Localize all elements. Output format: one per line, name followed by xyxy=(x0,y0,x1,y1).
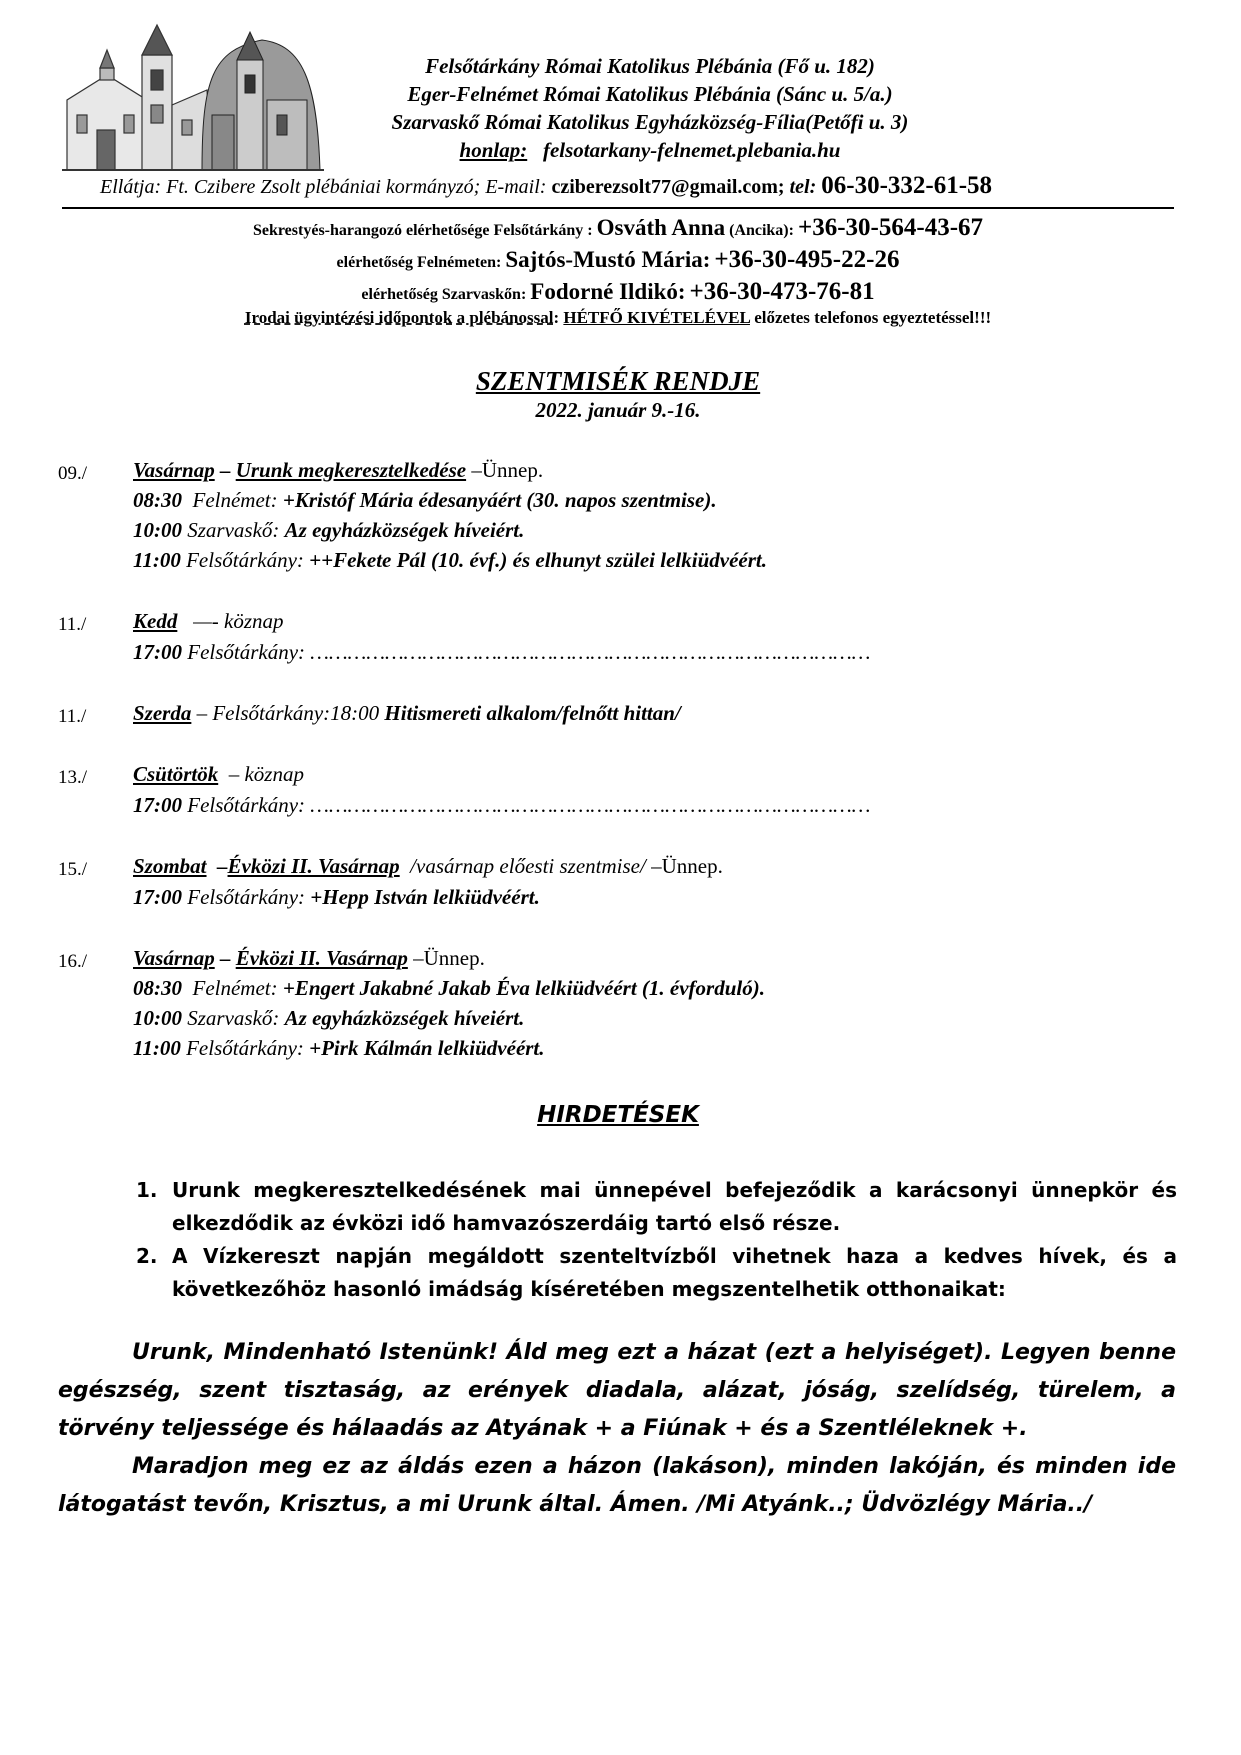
mass-entry xyxy=(133,488,717,513)
day-separator: – xyxy=(214,946,236,970)
mass-time: 08:30 xyxy=(133,488,182,512)
sacristan-nick: (Ancika): xyxy=(729,222,794,239)
office-hours xyxy=(62,308,1174,328)
mass-entry xyxy=(133,1036,545,1061)
day-number: 11./ xyxy=(58,706,87,727)
sacristan-phone: +36-30-564-43-67 xyxy=(797,214,984,241)
day-name: Vasárnap xyxy=(133,946,215,970)
mass-place: Felnémet: xyxy=(192,976,278,1000)
office-label: Irodai ügyintézési időpontok a plébánossal xyxy=(244,308,554,327)
office-note: előzetes telefonos egyeztetéssel!!! xyxy=(754,308,992,327)
mass-place: Felsőtárkány: xyxy=(186,1036,304,1060)
mass-intention: +Engert Jakabné Jakab Éva lelkiüdvéért (1. évforduló). xyxy=(282,976,765,1000)
mass-time: 10:00 xyxy=(133,1006,182,1030)
mass-entry xyxy=(133,640,870,665)
szarvasko-phone: +36-30-473-76-81 xyxy=(689,278,875,305)
feast-name: Évközi II. Vasárnap xyxy=(227,854,400,878)
sacristan-name: Osváth Anna xyxy=(596,215,726,240)
mass-entry xyxy=(133,885,540,910)
day-name: Vasárnap xyxy=(133,458,215,482)
feast-type: –Ünnep. xyxy=(645,854,723,878)
mass-time: 11:00 xyxy=(133,1036,181,1060)
felnemet-name: Sajtós-Mustó Mária: xyxy=(505,247,711,272)
schedule-dates: 2022. január 9.-16. xyxy=(535,398,701,422)
day-name: Szerda xyxy=(133,701,192,725)
day-heading xyxy=(133,946,485,971)
mass-time: 11:00 xyxy=(133,548,181,572)
day-separator: – xyxy=(211,854,228,878)
sacristan-label: Sekrestyés-harangozó elérhetősége Felsőtárkány : xyxy=(252,222,593,239)
announcement-number: 2. xyxy=(136,1244,158,1268)
felnemet-label: elérhetőség Felnémeten: xyxy=(336,254,502,271)
day-number: 16./ xyxy=(58,951,88,972)
day-number: 09./ xyxy=(58,463,88,484)
feast-note: /vasárnap előesti szentmise/ xyxy=(410,854,646,878)
mass-intention: Az egyházközségek híveiért. xyxy=(284,1006,525,1030)
mass-place: Szarvaskő: xyxy=(187,518,280,542)
email-link[interactable]: cziberezsolt77@gmail.com; xyxy=(551,176,785,198)
tel-number: 06-30-332-61-58 xyxy=(821,172,993,199)
mass-intention: +Pirk Kálmán lelkiüdvéért. xyxy=(309,1036,545,1060)
day-heading xyxy=(133,701,681,726)
mass-intention: +Kristóf Mária édesanyáért (30. napos szentmise). xyxy=(282,488,717,512)
day-name: Szombat xyxy=(133,854,207,878)
mass-time: 17:00 xyxy=(133,640,182,664)
mass-place: Felnémet: xyxy=(192,488,278,512)
day-number: 11./ xyxy=(58,614,87,635)
feast-name: Urunk megkeresztelkedése xyxy=(235,458,467,482)
day-heading xyxy=(133,762,304,787)
mass-time: 17:00 xyxy=(133,885,182,909)
mass-intention: ++Fekete Pál (10. évf.) és elhunyt szülei lelkiüdvéért. xyxy=(309,548,767,572)
day-name: Kedd xyxy=(133,609,178,633)
mass-place: Felsőtárkány: xyxy=(187,640,306,664)
parish-line-1: Felsőtárkány Római Katolikus Plébánia (Fő u. 182) xyxy=(425,54,875,78)
mass-entry xyxy=(133,1006,524,1031)
announcement-item xyxy=(136,1240,1177,1306)
feast-type: –Ünnep. xyxy=(466,458,544,482)
announcements-title: HIRDETÉSEK xyxy=(537,1102,699,1128)
szarvasko-contact xyxy=(62,278,1174,306)
prayer-paragraph-1: Urunk, Mindenható Istenünk! Áld meg ezt a házat (ezt a helyiséget). Legyen benne egészség, szent tisztaság, az erények diadala, alázat, jóság, szelídség, türelem, a törvény teljessége és hálaadás az Atyának + a Fiúnak + és a Szentléleknek +. xyxy=(58,1340,1176,1441)
mass-intention: +Hepp István lelkiüdvéért. xyxy=(310,885,540,909)
szarvasko-label: elérhetőség Szarvaskőn: xyxy=(361,286,527,303)
mass-entry xyxy=(133,548,767,573)
mass-entry xyxy=(133,518,524,543)
mass-entry xyxy=(133,793,870,818)
szarvasko-name: Fodorné Ildikó: xyxy=(530,279,686,304)
mass-place: Felsőtárkány: xyxy=(187,793,306,817)
day-type: —- köznap xyxy=(193,609,284,633)
mass-entry xyxy=(133,976,765,1001)
day-name: Csütörtök xyxy=(133,762,219,786)
felnemet-contact xyxy=(62,246,1174,274)
office-except: HÉTFŐ KIVÉTELÉVEL xyxy=(563,308,750,327)
sacristan-contact xyxy=(62,214,1174,242)
announcements-title-wrap xyxy=(62,1102,1174,1128)
mass-time: 08:30 xyxy=(133,976,182,1000)
event-name: Hitismereti alkalom/felnőtt hittan/ xyxy=(384,701,681,725)
day-heading xyxy=(133,609,284,634)
mass-intention-blank: ……………………………………………………………………………… xyxy=(310,640,871,664)
office-colon: : xyxy=(553,308,560,327)
announcement-number: 1. xyxy=(136,1178,158,1202)
mass-place: Felsőtárkány: xyxy=(186,548,304,572)
announcement-text: Urunk megkeresztelkedésének mai ünnepével befejeződik a karácsonyi ünnepkör és elkezdődik az évközi idő hamvazószerdáig tartó első része. xyxy=(172,1178,1177,1235)
day-number: 15./ xyxy=(58,859,88,880)
mass-intention: Az egyházközségek híveiért. xyxy=(284,518,525,542)
header-divider xyxy=(62,207,1174,209)
felnemet-phone: +36-30-495-22-26 xyxy=(714,246,900,273)
mass-time: 10:00 xyxy=(133,518,182,542)
tel-label: tel: xyxy=(789,176,817,198)
mass-time: 17:00 xyxy=(133,793,182,817)
mass-intention-blank: ……………………………………………………………………………… xyxy=(310,793,871,817)
mass-place: Szarvaskő: xyxy=(187,1006,280,1030)
schedule-title: SZENTMISÉK RENDJE xyxy=(475,366,761,396)
contact-line xyxy=(100,172,992,200)
day-separator: – xyxy=(214,458,236,482)
announcement-text: A Vízkereszt napján megáldott szenteltvízből vihetnek haza a kedves hívek, és a következőhöz hasonló imádság kíséretében megszentelhetik otthonaikat: xyxy=(172,1244,1177,1301)
day-type: – köznap xyxy=(228,762,304,786)
day-number: 13./ xyxy=(58,767,88,788)
day-heading xyxy=(133,458,543,483)
homepage-link[interactable]: felsotarkany-felnemet.plebania.hu xyxy=(542,138,841,162)
parish-line-2: Eger-Felnémet Római Katolikus Plébánia (Sánc u. 5/a.) xyxy=(407,82,893,106)
announcement-item xyxy=(136,1174,1177,1240)
mass-place: Felsőtárkány: xyxy=(187,885,306,909)
prayer-paragraph-2: Maradjon meg ez az áldás ezen a házon (lakáson), minden lakóján, és minden ide látogatást tevőn, Krisztus, a mi Urunk által. Ámen. /Mi Atyánk..; Üdvözlégy Mária../ xyxy=(58,1454,1176,1517)
homepage-line xyxy=(300,138,1000,163)
priest-info: Ellátja: Ft. Czibere Zsolt plébániai kormányzó; E-mail: xyxy=(100,176,547,198)
day-heading xyxy=(133,854,723,879)
feast-name: Évközi II. Vasárnap xyxy=(235,946,408,970)
event-place-time: – Felsőtárkány:18:00 xyxy=(191,701,385,725)
homepage-label: honlap: xyxy=(459,138,528,162)
church-sketch-logo xyxy=(62,20,324,180)
feast-type: –Ünnep. xyxy=(407,946,485,970)
parish-line-3: Szarvaskő Római Katolikus Egyházközség-Fília(Petőfi u. 3) xyxy=(391,110,909,134)
schedule-title-wrap xyxy=(62,366,1174,397)
